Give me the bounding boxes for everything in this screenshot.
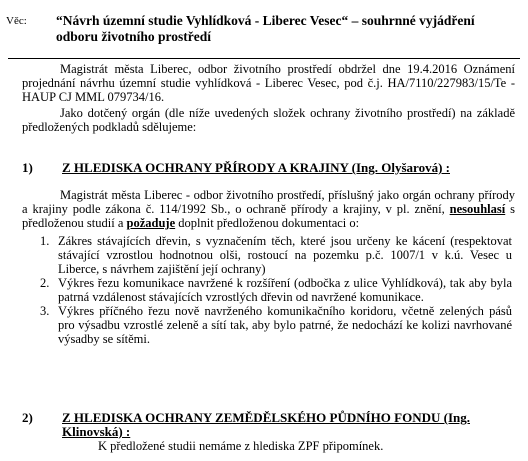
intro-paragraph: Magistrát města Liberec, odbor životního prostředí obdržel dne 19.4.2016 Oznámení projednání návrhu územní studie vyhlídková - Liberec Vesec, pod č.j. HA/7110/227983/15/Te - HAUP CJ MML 079734/16. [22,62,515,104]
requirements-list [40,234,512,346]
section-1-title: Z HLEDISKA OCHRANY PŘÍRODY A KRAJINY (Ing. Olyšarová) : [62,160,450,175]
list-item-number: 1. [40,234,50,248]
pozaduje-emphasis: požaduje [126,216,176,230]
list-item [40,276,512,304]
list-item-text: Výkres příčného řezu nově navrženého komunikačního koridoru, včetně zelených pásů pro výsadbu vzrostlé zeleně a sítí tak, aby bylo patrné, že nedochází ke kolizi navrhované výsadby se sítěmi. [58,304,512,346]
section-1-number: 1) [22,160,33,175]
nesouhlasi-emphasis: nesouhlasí [449,202,506,216]
section-2-paragraph: K předložené studii nemáme z hlediska ZPF připomínek. [98,439,384,453]
list-item-text: Výkres řezu komunikace navržené k rozšíření (odbočka z ulice Vyhlídková), tak aby byla patrná vzdálenost stávajících vzrostlých dřevin od navržené komunikace. [58,276,512,304]
section-2-number: 2) [22,410,33,425]
list-item-number: 3. [40,304,50,318]
subject-divider [8,58,520,59]
subject-label: Věc: [6,15,27,27]
list-item-number: 2. [40,276,50,290]
list-item [40,234,512,276]
section-1-paragraph [22,188,515,230]
subject-title: “Návrh územní studie Vyhlídková - Liberec Vesec“ – souhrnné vyjádření odboru životního prostředí [56,13,475,44]
section-2-title: Z HLEDISKA OCHRANY ZEMĚDĚLSKÉHO PŮDNÍHO FONDU (Ing. Klinovská) : [62,410,470,439]
intro-paragraph-2: Jako dotčený orgán (dle níže uvedených složek ochrany životního prostředí) na základě předložených podkladů sdělujeme: [22,106,515,134]
section-1-text-b: s předloženou studií a [22,202,515,230]
section-1-text-a: Magistrát města Liberec - odbor životního prostředí, příslušný jako orgán ochrany přírody a krajiny podle zákona č. 114/1992 Sb., o ochraně přírody a krajiny, v pl. znění, [22,188,515,216]
list-item [40,304,512,346]
section-1-text-c: doplnit předloženou dokumentaci o: [175,216,360,230]
list-item-text: Zákres stávajících dřevin, s vyznačením těch, které jsou určeny ke kácení (respektovat stávající vzrostlou hodnotnou olši, rostoucí na pozemku p.č. 1007/1 v k.ú. Vesec u Liberce, s návrhem zajištění její ochrany) [58,234,512,276]
